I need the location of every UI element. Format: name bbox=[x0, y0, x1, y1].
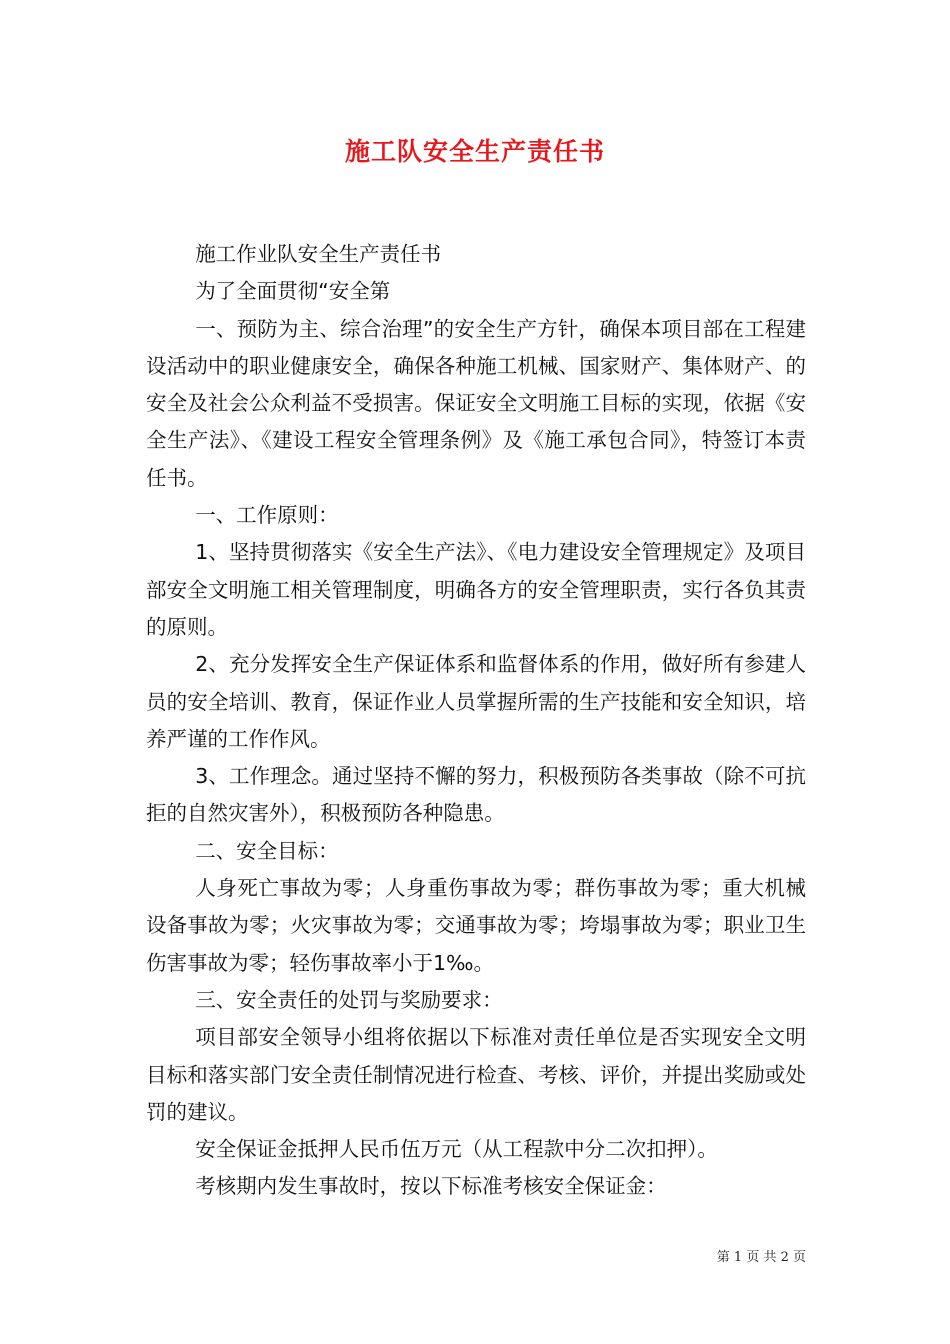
paragraph: 项目部安全领导小组将依据以下标准对责任单位是否实现安全文明目标和落实部门安全责任制情况进行检查、考核、评价，并提出奖励或处罚的建议。 bbox=[146, 1025, 806, 1124]
paragraph: 2、充分发挥安全生产保证体系和监督体系的作用，做好所有参建人员的安全培训、教育，保证作业人员掌握所需的生产技能和安全知识，培养严谨的工作作风。 bbox=[146, 652, 806, 751]
paragraph: 一、预防为主、综合治理”的安全生产方针，确保本项目部在工程建设活动中的职业健康安全，确保各种施工机械、国家财产、集体财产、的安全及社会公众利益不受损害。保证安全文明施工目标的实现，依据《安全生产法》、《建设工程安全管理条例》及《施工承包合同》，特签订本责任书。 bbox=[146, 316, 806, 490]
paragraph: 为了全面贯彻“安全第 bbox=[195, 279, 391, 304]
paragraph: 三、安全责任的处罚与奖励要求： bbox=[195, 987, 503, 1012]
paragraph: 人身死亡事故为零；人身重伤事故为零；群伤事故为零；重大机械设备事故为零；火灾事故为零；交通事故为零；垮塌事故为零；职业卫生伤害事故为零；轻伤事故率小于1‰。 bbox=[146, 876, 806, 975]
document-body bbox=[146, 236, 806, 1206]
paragraph: 一、工作原则： bbox=[195, 503, 339, 528]
paragraph: 施工作业队安全生产责任书 bbox=[195, 242, 442, 266]
document-title: 施工队安全生产责任书 bbox=[344, 137, 605, 166]
paragraph: 二、安全目标： bbox=[195, 838, 339, 863]
page-number: 第 1 页 共 2 页 bbox=[716, 1250, 806, 1265]
paragraph: 考核期内发生事故时，按以下标准考核安全保证金： bbox=[195, 1174, 667, 1199]
paragraph: 3、工作理念。通过坚持不懈的努力，积极预防各类事故（除不可抗拒的自然灾害外），积极预防各种隐患。 bbox=[146, 764, 806, 826]
paragraph: 安全保证金抵押人民币伍万元（从工程款中分二次扣押）。 bbox=[195, 1137, 718, 1162]
paragraph: 1、坚持贯彻落实《安全生产法》、《电力建设安全管理规定》及项目部安全文明施工相关管理制度，明确各方的安全管理职责，实行各负其责的原则。 bbox=[146, 540, 806, 639]
